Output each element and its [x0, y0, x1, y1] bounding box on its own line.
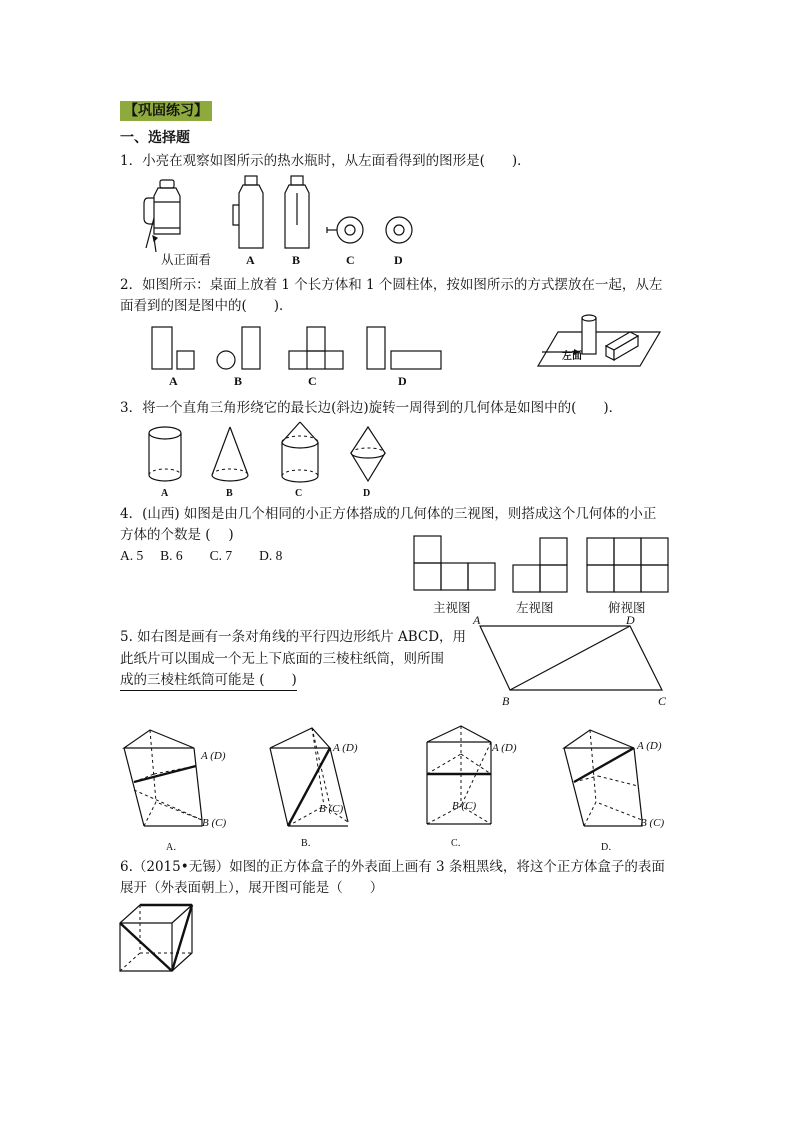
q5-label-b: B．	[301, 838, 318, 849]
q4-choices: A. 5 B. 6 C. 7 D. 8	[120, 548, 283, 563]
q2-label-a: A	[169, 374, 178, 388]
q3-label-a: A	[161, 488, 169, 499]
q2-option-b-figure	[214, 325, 264, 370]
q2-scene-label: 左面	[562, 351, 582, 362]
q3-option-d-figure	[348, 425, 388, 483]
q4-front-view	[413, 535, 497, 591]
q1-option-d-figure	[384, 215, 414, 245]
q6-cube-figure	[118, 903, 194, 975]
q5-text-line2: 此纸片可以围成一个无上下底面的三棱柱纸筒，则所围	[120, 651, 444, 667]
section-heading: 一、选择题	[120, 130, 190, 146]
q5-para-label-d: D	[626, 613, 635, 627]
q4-front-view-label: 主视图	[433, 600, 471, 615]
q4-text-line2: 方体的个数是 ( )	[120, 527, 234, 543]
q1-option-b-figure	[282, 175, 312, 250]
q2-label-c: C	[308, 374, 317, 388]
q4-top-view-label: 俯视图	[608, 600, 646, 615]
q5-para-label-a: A	[473, 613, 481, 627]
q3-label-b: B	[226, 488, 233, 499]
q5-option-d-figure	[560, 726, 642, 830]
q5-text-line1: 5. 如右图是画有一条对角线的平行四边形纸片 ABCD，用	[120, 629, 467, 645]
q2-label-b: B	[234, 374, 243, 388]
q4-text-line1: 4．(山西) 如图是由几个相同的小正方体搭成的几何体的三视图，则搭成这个几何体的小正	[120, 506, 657, 522]
section-tag: 【巩固练习】	[120, 101, 212, 121]
q4-left-view	[512, 537, 570, 593]
q1-option-c-figure	[325, 215, 365, 245]
q5-para-label-b: B	[502, 694, 510, 708]
q3-label-d: D	[363, 488, 371, 499]
q5-label-c: C．	[451, 838, 468, 849]
q6-text-line1: 6.（2015•无锡）如图的正方体盒子的外表面上画有 3 条粗黑线，将这个正方体盒子的表面	[120, 859, 665, 875]
q2-option-a-figure	[150, 325, 200, 370]
q1-label-a: A	[246, 253, 255, 267]
q2-label-d: D	[398, 374, 407, 388]
q5-parallelogram	[470, 612, 676, 712]
q2-text-line2: 面看到的图是图中的( )．	[120, 298, 293, 314]
q1-text: 1．小亮在观察如图所示的热水瓶时，从左面看得到的图形是( )．	[120, 153, 531, 169]
q5-b-vertex-top: A (D)	[333, 742, 358, 754]
q5-c-vertex-bottom: B (C)	[452, 800, 477, 812]
q2-scene-figure	[538, 310, 668, 372]
q2-option-c-figure	[287, 325, 347, 370]
q5-a-vertex-top: A (D)	[201, 750, 226, 762]
q5-option-c-figure	[423, 724, 497, 828]
q5-text-line3: 成的三棱柱纸筒可能是 ( )	[120, 670, 297, 691]
q5-label-a: A．	[166, 842, 184, 853]
q3-option-b-figure	[208, 425, 252, 485]
q5-b-vertex-bottom: B (C)	[319, 803, 344, 815]
q1-label-b: B	[292, 253, 301, 267]
q1-label-c: C	[346, 253, 355, 267]
q3-option-a-figure	[145, 425, 185, 485]
q4-top-view	[586, 537, 670, 593]
q3-option-c-figure	[278, 420, 322, 486]
q3-text: 3．将一个直角三角形绕它的最长边(斜边)旋转一周得到的几何体是如图中的( )．	[120, 400, 623, 416]
q2-option-d-figure	[365, 325, 445, 370]
q4-left-view-label: 左视图	[516, 600, 554, 615]
q1-option-a-figure	[230, 175, 270, 250]
q5-label-d: D．	[601, 842, 619, 853]
q2-text-line1: 2．如图所示：桌面上放着 1 个长方体和 1 个圆柱体，按如图所示的方式摆放在一起，从左	[120, 277, 663, 293]
q3-label-c: C	[295, 488, 303, 499]
q6-text-line2: 展开（外表面朝上），展开图可能是（ ）	[120, 880, 384, 896]
q5-para-label-c: C	[658, 694, 667, 708]
q5-d-vertex-bottom: B (C)	[640, 817, 665, 829]
q5-d-vertex-top: A (D)	[637, 740, 662, 752]
q5-option-a-figure	[120, 726, 202, 830]
q1-label-d: D	[394, 253, 403, 267]
q1-caption: 从正面看	[161, 252, 212, 267]
q5-a-vertex-bottom: B (C)	[202, 817, 227, 829]
q5-c-vertex-top: A (D)	[492, 742, 517, 754]
